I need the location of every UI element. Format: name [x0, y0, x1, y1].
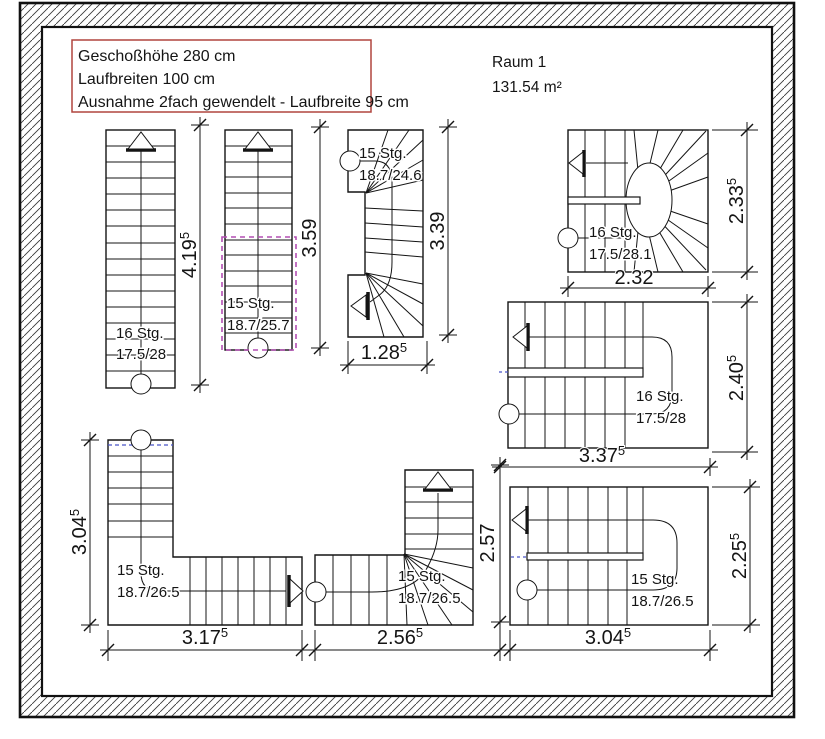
entry-circle-icon: [558, 228, 578, 248]
exit-arrow-icon: [569, 150, 584, 177]
dimension-3-39: [427, 119, 457, 343]
info-line-2: Laufbreiten 100 cm: [78, 71, 215, 88]
exit-arrow-icon: [126, 132, 156, 150]
dimension-4-19-5: [177, 117, 209, 393]
info-line-1: Geschoßhöhe 280 cm: [78, 48, 236, 65]
dimension-3-17-5: [100, 625, 310, 661]
svg-text:2.405: 2.40$^5$: [724, 354, 748, 402]
stair-label-ratio: 18.7/26.5: [398, 590, 461, 607]
stair-l-winder-bottom[interactable]: [306, 470, 473, 625]
stair-label-count: 15 Stg.: [398, 568, 446, 585]
svg-text:3.375: 3.37$^5$: [578, 443, 626, 467]
stair-label-count: 16 Stg.: [116, 325, 164, 342]
svg-text:3.045: 3.04$^5$: [67, 508, 91, 556]
stair-straight-16[interactable]: [106, 130, 175, 394]
entry-circle-icon: [517, 580, 537, 600]
dimension-3-04-5-left: [67, 432, 99, 633]
stair-label-count: 15 Stg.: [227, 295, 275, 312]
svg-text:2.32: 2.32: [614, 267, 654, 289]
room-label: [492, 54, 562, 96]
entry-circle-icon: [306, 582, 326, 602]
stair-label-ratio: 17.5/28: [116, 346, 167, 363]
entry-circle-icon: [131, 430, 151, 450]
svg-text:4.195: 4.19$^5$: [177, 231, 201, 279]
dimension-2-33-5: [712, 122, 758, 280]
stair-label-ratio: 17.5/28: [636, 410, 687, 427]
exit-arrow-icon: [351, 292, 368, 320]
flight-separator: [568, 197, 640, 204]
stair-label-ratio: 17.5/28.1: [589, 246, 652, 263]
svg-text:1.285: 1.28$^5$: [360, 340, 408, 364]
stair-label-count: 16 Stg.: [636, 388, 684, 405]
stair-label-count: 15 Stg.: [117, 562, 165, 579]
flight-separator: [508, 368, 643, 377]
exit-arrow-icon: [289, 575, 303, 607]
dimension-2-56-5: [307, 625, 508, 661]
flight-separator: [527, 553, 643, 560]
svg-text:2.565: 2.56$^5$: [376, 625, 424, 649]
dimension-2-57: [477, 457, 509, 661]
svg-text:3.59: 3.59: [299, 218, 321, 258]
exit-arrow-icon: [243, 132, 273, 150]
svg-text:2.335: 2.33$^5$: [724, 177, 748, 225]
svg-text:3.175: 3.17$^5$: [181, 625, 229, 649]
dimension-2-25-5: [712, 479, 760, 633]
stair-label-ratio: 18.7/26.5: [117, 584, 180, 601]
stair-l-landing-left[interactable]: [108, 430, 303, 625]
svg-text:3.045: 3.04$^5$: [584, 625, 632, 649]
stair-double-winder[interactable]: [340, 130, 423, 337]
exit-arrow-icon: [512, 506, 527, 534]
stair-u-landing-right[interactable]: [499, 302, 708, 448]
dimension-3-59: [299, 119, 329, 356]
exit-arrow-icon: [513, 323, 528, 351]
stair-label-ratio: 18.7/26.5: [631, 593, 694, 610]
entry-circle-icon: [131, 374, 151, 394]
room-name: Raum 1: [492, 54, 547, 71]
stair-straight-15-selected[interactable]: [222, 130, 296, 358]
stair-u-bottom-right[interactable]: [510, 487, 708, 625]
stair-label-ratio: 18.7/25.7: [227, 317, 290, 334]
dimension-2-40-5: [712, 294, 758, 460]
stair-label-count: 15 Stg.: [359, 145, 407, 162]
entry-circle-icon: [340, 151, 360, 171]
room-area: 131.54 m²: [492, 79, 562, 96]
info-box: [72, 40, 409, 112]
dimension-3-04-5-bottom: [502, 625, 718, 661]
exit-arrow-icon: [423, 472, 453, 490]
entry-circle-icon: [248, 338, 268, 358]
dimension-1-28-5: [340, 340, 435, 374]
svg-text:3.39: 3.39: [427, 211, 449, 251]
svg-text:2.57: 2.57: [477, 523, 499, 563]
stair-label-count: 16 Stg.: [589, 224, 637, 241]
stair-half-turn-winder[interactable]: [558, 130, 708, 272]
stair-label-count: 15 Stg.: [631, 571, 679, 588]
entry-circle-icon: [499, 404, 519, 424]
info-line-3: Ausnahme 2fach gewendelt - Laufbreite 95 cm: [78, 94, 409, 111]
stair-label-ratio: 18.7/24.6: [359, 167, 422, 184]
svg-text:2.255: 2.25$^5$: [727, 532, 751, 580]
